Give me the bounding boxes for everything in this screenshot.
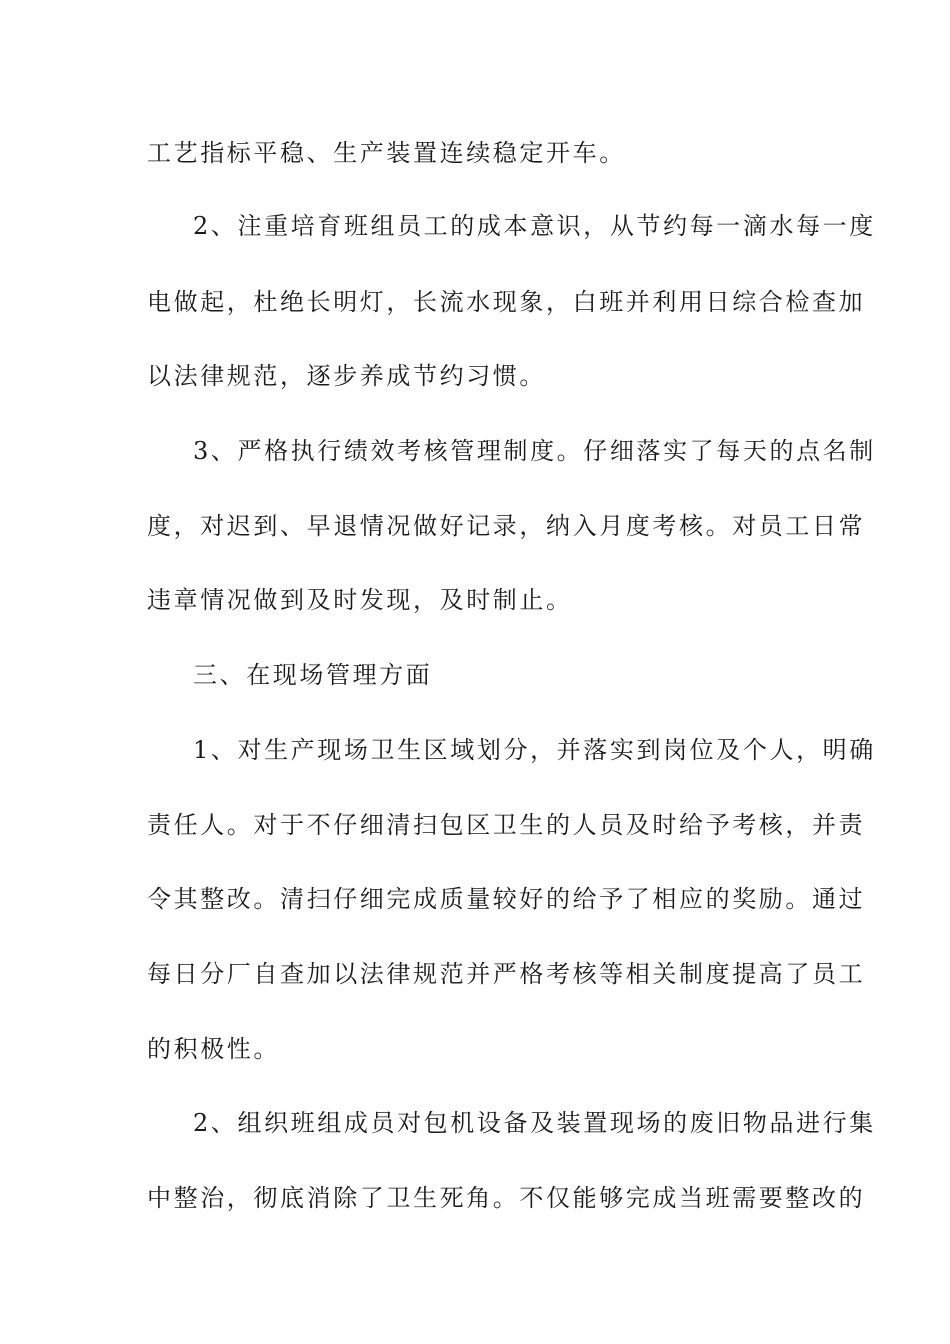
section-heading: 三、在现场管理方面 bbox=[193, 661, 433, 689]
text-line: 电做起，杜绝长明灯，长流水现象，白班并利用日综合检查加 bbox=[147, 288, 866, 316]
text-line: 3、严格执行绩效考核管理制度。仔细落实了每天的点名制 bbox=[193, 437, 876, 465]
text-line: 2、组织班组成员对包机设备及装置现场的废旧物品进行集 bbox=[193, 1109, 876, 1137]
text-line: 以法律规范，逐步养成节约习惯。 bbox=[147, 362, 546, 390]
text-line: 令其整改。清扫仔细完成质量较好的给予了相应的奖励。通过 bbox=[147, 885, 866, 913]
text-line: 每日分厂自查加以法律规范并严格考核等相关制度提高了员工 bbox=[147, 960, 866, 988]
text-line: 2、注重培育班组员工的成本意识，从节约每一滴水每一度 bbox=[193, 212, 876, 240]
text-line: 工艺指标平稳、生产装置连续稳定开车。 bbox=[147, 139, 626, 167]
text-line: 中整治，彻底消除了卫生死角。不仅能够完成当班需要整改的 bbox=[147, 1184, 866, 1212]
text-line: 违章情况做到及时发现，及时制止。 bbox=[147, 586, 573, 614]
text-line: 度，对迟到、早退情况做好记录，纳入月度考核。对员工日常 bbox=[147, 512, 866, 540]
text-line: 责任人。对于不仔细清扫包区卫生的人员及时给予考核，并责 bbox=[147, 811, 866, 839]
text-line: 1、对生产现场卫生区域划分，并落实到岗位及个人，明确 bbox=[193, 736, 876, 764]
text-line: 的积极性。 bbox=[147, 1035, 280, 1063]
